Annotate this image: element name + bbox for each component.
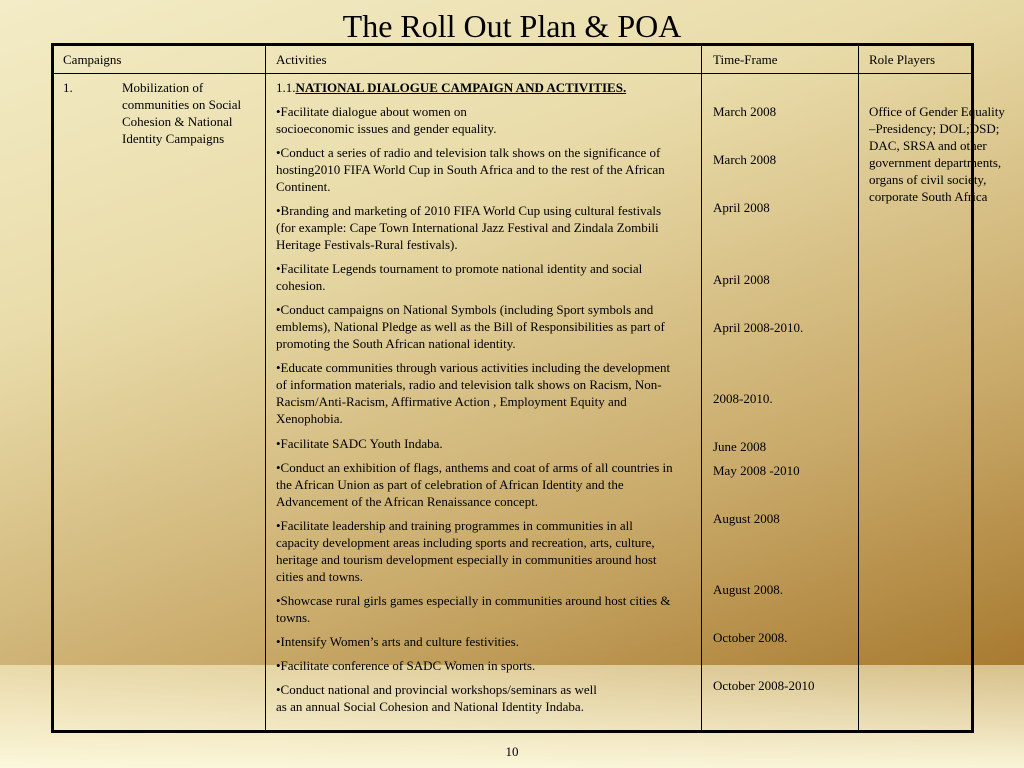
page-number: 10 xyxy=(505,744,519,759)
header-divider xyxy=(54,73,971,74)
slide-title: The Roll Out Plan & POA xyxy=(342,8,682,44)
header-activities: Activities xyxy=(276,52,327,67)
header-campaigns: Campaigns xyxy=(63,52,122,67)
activity-item: •Intensify Women’s arts and culture festivities. xyxy=(276,634,519,649)
timeframe-item: April 2008 xyxy=(713,272,770,287)
activity-heading xyxy=(276,79,691,96)
timeframe-item: October 2008. xyxy=(713,630,788,645)
timeframe-item: August 2008 xyxy=(713,511,780,526)
activity-item: •Facilitate leadership and training programmes in communities in all capacity development areas including sports and recreation, arts, culture, heritage and tourism development especially in communities around host cities and towns. xyxy=(276,518,657,584)
column-divider-1 xyxy=(265,46,266,730)
activity-item: •Educate communities through various activities including the development of information materials, radio and television talk shows on Racism, Non-Racism/Anti-Racism, Affirmative Action , Employment Equity and Xenophobia. xyxy=(276,360,671,426)
activity-item: •Conduct national and provincial workshops/seminars as well as an annual Social Cohesion and National Identity Indaba. xyxy=(276,682,597,714)
timeframe-item: June 2008 xyxy=(713,439,767,454)
role-players-text: Office of Gender Equality –Presidency; DOL;DSD; DAC, SRSA and other government departments, organs of civil society, corporate South Africa xyxy=(869,104,1005,204)
timeframe-item: October 2008-2010 xyxy=(713,678,815,693)
activity-item: •Branding and marketing of 2010 FIFA World Cup using cultural festivals (for example: Cape Town International Jazz Festival and Zindala Zombili Heritage Festivals-Rural festivals). xyxy=(276,203,662,252)
activity-item: •Facilitate Legends tournament to promote national identity and social cohesion. xyxy=(276,261,643,293)
activity-item: •Conduct campaigns on National Symbols (including Sport symbols and emblems), National Pledge as well as the Bill of Responsibilities as part of promoting the South African national identity. xyxy=(276,302,665,351)
activity-item: •Facilitate SADC Youth Indaba. xyxy=(276,436,443,451)
activity-item: •Showcase rural girls games especially in communities around host cities & towns. xyxy=(276,593,671,625)
column-divider-2 xyxy=(701,46,702,730)
roll-out-plan-table xyxy=(51,43,1005,733)
activity-item: •Conduct a series of radio and television talk shows on the significance of hosting2010 FIFA World Cup in South Africa and to the rest of the African Continent. xyxy=(276,145,665,194)
header-role-players: Role Players xyxy=(869,52,936,67)
timeframe-item: April 2008-2010. xyxy=(713,320,804,335)
activity-item: •Facilitate dialogue about women on socioeconomic issues and gender equality. xyxy=(276,104,497,136)
activity-prefix: 1.1. xyxy=(276,80,296,95)
activity-item: •Facilitate conference of SADC Women in sports. xyxy=(276,658,536,673)
header-timeframe: Time-Frame xyxy=(713,52,778,67)
activity-item: •Conduct an exhibition of flags, anthems and coat of arms of all countries in the African Union as part of celebration of African Identity and the Advancement of the African Renaissance concept. xyxy=(276,460,673,509)
timeframe-item: 2008-2010. xyxy=(713,391,773,406)
timeframe-item: April 2008 xyxy=(713,200,770,215)
timeframe-item: March 2008 xyxy=(713,104,777,119)
timeframe-item: March 2008 xyxy=(713,152,777,167)
column-divider-3 xyxy=(858,46,859,730)
campaign-number: 1. xyxy=(63,80,73,95)
campaign-text: Mobilization of communities on Social Cohesion & National Identity Campaigns xyxy=(122,80,242,146)
timeframe-item: May 2008 -2010 xyxy=(713,463,800,478)
timeframe-item: August 2008. xyxy=(713,582,784,597)
activity-heading-text: NATIONAL DIALOGUE CAMPAIGN AND ACTIVITIES. xyxy=(295,80,627,95)
